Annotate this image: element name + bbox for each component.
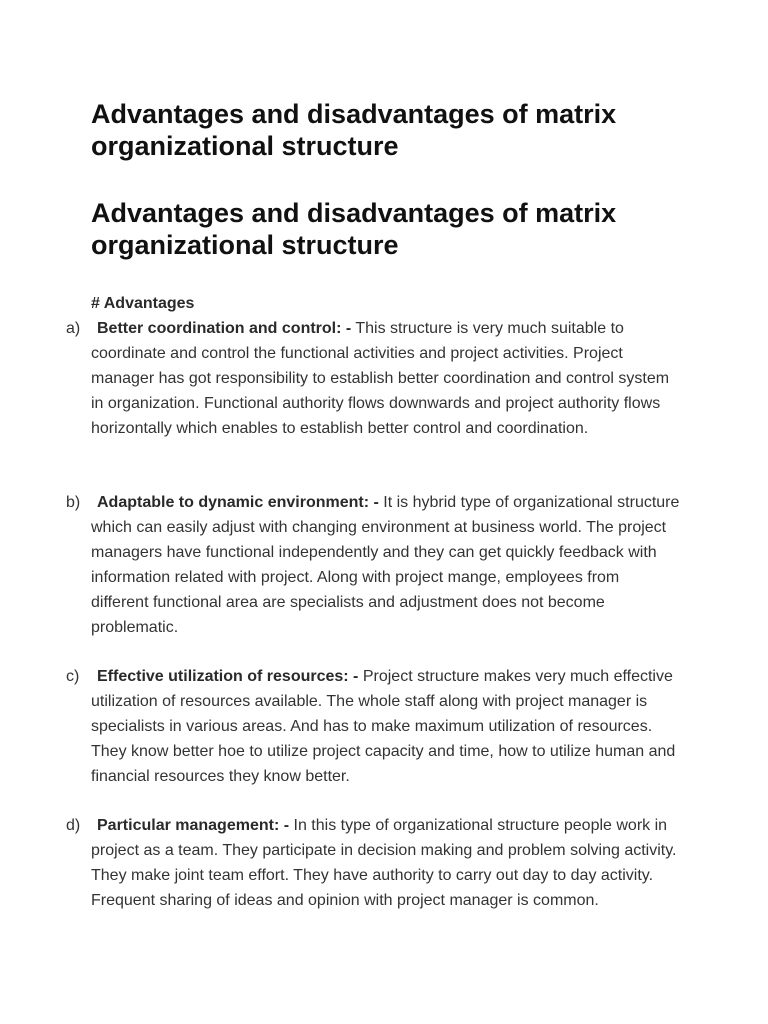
list-item-text: In this type of organizational structure people work in project as a team. They participate in decision making and problem solving activity. They make joint team effort. They have authority to carry out day to day activity. Frequent sharing of ideas and opinion with project manager is common. xyxy=(91,817,677,909)
list-item-term: Particular management: - xyxy=(97,817,290,834)
list-item-term: Better coordination and control: - xyxy=(97,320,352,337)
document-title: Advantages and disadvantages of matrix organizational structure xyxy=(91,99,617,161)
list-item-body xyxy=(91,490,681,640)
list-item-term: Adaptable to dynamic environment: - xyxy=(97,494,379,511)
list-item-body xyxy=(91,316,681,441)
list-item-marker: d) xyxy=(66,817,81,834)
list-item-text: It is hybrid type of organizational structure which can easily adjust with changing environment at business world. The project managers have functional independently and they can get quickly feedback with information related with project. Along with project mange, employees from different functional area are specialists and adjustment does not become problematic. xyxy=(91,494,680,636)
list-item-body xyxy=(91,664,681,789)
list-item-text: Project structure makes very much effective utilization of resources available. The whole staff along with project manager is specialists in various areas. And has to make maximum utilization of resources. They know better hoe to utilize project capacity and time, how to utilize human and financial resources they know better. xyxy=(91,668,676,785)
section-heading-advantages: # Advantages xyxy=(91,295,195,312)
list-item-body xyxy=(91,813,681,913)
list-item-term: Effective utilization of resources: - xyxy=(97,668,359,685)
list-item-text: This structure is very much suitable to coordinate and control the functional activities and project activities. Project manager has got responsibility to establish better coordination and control system in organization. Functional authority flows downwards and project authority flows horizontally which enables to establish better control and coordination. xyxy=(91,320,670,437)
list-item-marker: c) xyxy=(66,668,80,685)
list-item-marker: a) xyxy=(66,320,81,337)
list-item-marker: b) xyxy=(66,494,81,511)
document-title-repeat: Advantages and disadvantages of matrix organizational structure xyxy=(91,198,617,260)
